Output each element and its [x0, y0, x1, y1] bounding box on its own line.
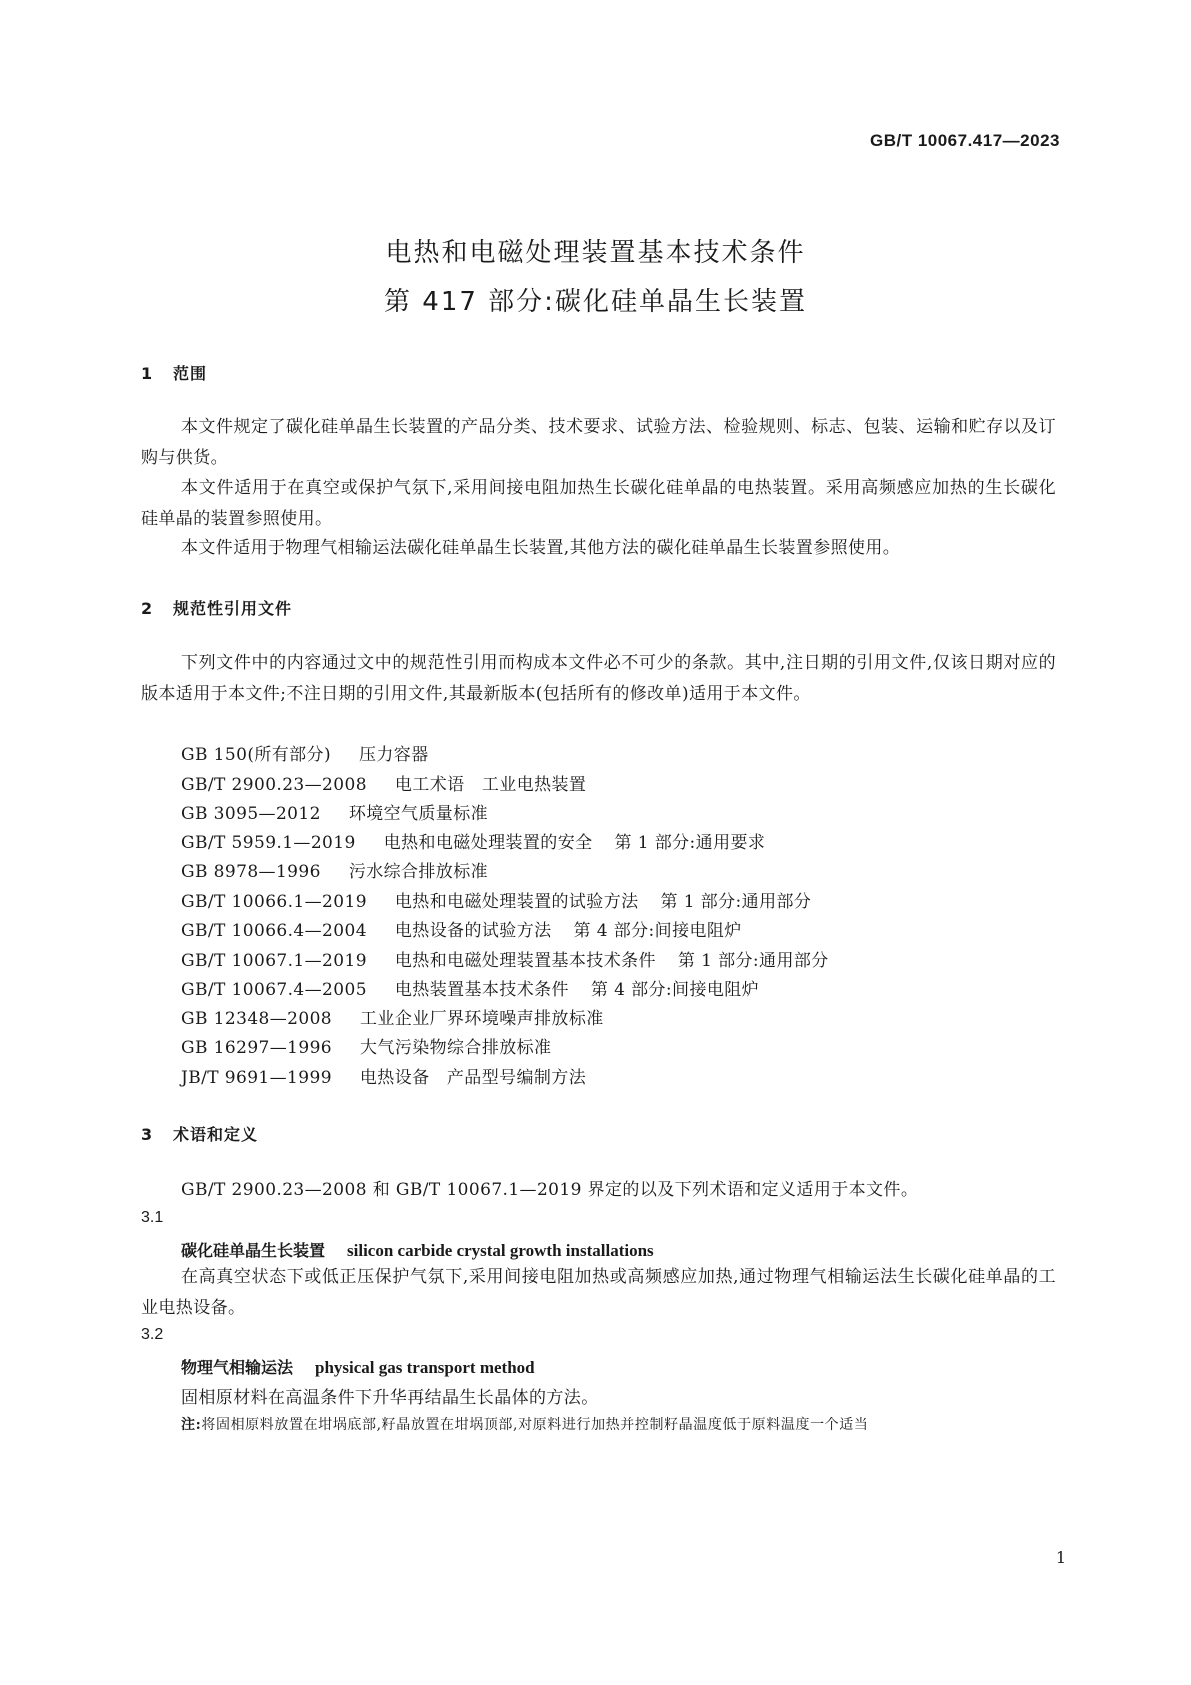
note-label: 注:: [181, 1417, 202, 1433]
section-title: 规范性引用文件: [173, 599, 293, 618]
reference-item: [181, 1033, 551, 1058]
term-definition: 在高真空状态下或低正压保护气氛下,采用间接电阻加热或高频感应加热,通过物理气相输运法生长碳化硅单晶的工业电热设备。: [141, 1267, 1056, 1318]
term-heading: [181, 1355, 535, 1378]
term-zh: 物理气相输运法: [181, 1358, 294, 1377]
section-1-paragraph-3: 本文件适用于物理气相输运法碳化硅单晶生长装置,其他方法的碳化硅单晶生长装置参照使用。: [181, 538, 901, 558]
reference-part: 第 4 部分:间接电阻炉: [573, 921, 742, 941]
section-1-heading: [141, 361, 207, 384]
section-number: 1: [141, 364, 154, 383]
reference-item: [181, 770, 586, 795]
reference-part: 第 1 部分:通用要求: [614, 833, 766, 853]
term-number: 3.1: [141, 1209, 164, 1226]
section-number: 2: [141, 599, 154, 618]
term-zh: 碳化硅单晶生长装置: [181, 1241, 326, 1260]
reference-item: [181, 975, 759, 1000]
reference-code: GB/T 10067.4—2005: [181, 980, 367, 1000]
section-1-paragraph-1: 本文件规定了碳化硅单晶生长装置的产品分类、技术要求、试验方法、检验规则、标志、包装、运输和贮存以及订购与供货。: [141, 417, 1056, 468]
reference-title: 污水综合排放标准: [348, 862, 489, 882]
reference-title: 电热和电磁处理装置的安全: [383, 833, 593, 853]
reference-code: GB 16297—1996: [181, 1038, 333, 1058]
term-note: [181, 1414, 868, 1434]
reference-code: GB 12348—2008: [181, 1009, 333, 1029]
reference-item: [181, 857, 488, 882]
reference-item: [181, 828, 765, 853]
section-number: 3: [141, 1125, 154, 1144]
reference-title: 压力容器: [359, 745, 429, 765]
reference-item: [181, 799, 488, 824]
document-title-line-2: 第 417 部分:碳化硅单晶生长装置: [384, 287, 807, 317]
reference-item: [181, 1063, 586, 1088]
reference-title: 电热设备 产品型号编制方法: [359, 1068, 587, 1088]
reference-item: [181, 740, 429, 765]
term-definition: 固相原材料在高温条件下升华再结晶生长晶体的方法。: [181, 1388, 599, 1408]
note-text: 将固相原料放置在坩埚底部,籽晶放置在坩埚顶部,对原料进行加热并控制籽晶温度低于原料温度一个适当: [201, 1417, 869, 1433]
section-title: 范围: [173, 364, 208, 383]
reference-item: [181, 946, 829, 971]
reference-title: 工业企业厂界环境噪声排放标准: [360, 1009, 604, 1029]
section-3-intro: GB/T 2900.23—2008 和 GB/T 10067.1—2019 界定的以及下列术语和定义适用于本文件。: [181, 1180, 919, 1200]
reference-code: JB/T 9691—1999: [181, 1068, 332, 1088]
standard-code: GB/T 10067.417—2023: [869, 131, 1060, 150]
document-title-line-1: 电热和电磁处理装置基本技术条件: [385, 238, 806, 268]
reference-part: 第 4 部分:间接电阻炉: [590, 980, 760, 1000]
section-1-paragraph-2: 本文件适用于在真空或保护气氛下,采用间接电阻加热生长碳化硅单晶的电热装置。采用高频感应加热的生长碳化硅单晶的装置参照使用。: [141, 478, 1056, 529]
reference-title: 电工术语 工业电热装置: [394, 775, 587, 795]
reference-title: 电热和电磁处理装置的试验方法: [394, 892, 639, 912]
reference-code: GB/T 10066.1—2019: [181, 892, 367, 912]
reference-code: GB/T 5959.1—2019: [181, 833, 356, 853]
reference-code: GB/T 10066.4—2004: [181, 921, 367, 941]
reference-title: 电热和电磁处理装置基本技术条件: [394, 951, 656, 971]
section-2-intro: 下列文件中的内容通过文中的规范性引用而构成本文件必不可少的条款。其中,注日期的引用文件,仅该日期对应的版本适用于本文件;不注日期的引用文件,其最新版本(包括所有的修改单)适用于本文件。: [141, 653, 1056, 704]
section-2-heading: [141, 596, 292, 619]
term-heading: [181, 1238, 654, 1261]
reference-item: [181, 887, 811, 912]
term-en: silicon carbide crystal growth installations: [347, 1241, 654, 1260]
reference-code: GB 150(所有部分): [181, 745, 331, 765]
term-en: physical gas transport method: [315, 1358, 535, 1377]
section-title: 术语和定义: [173, 1125, 259, 1144]
reference-code: GB/T 2900.23—2008: [181, 775, 367, 795]
reference-title: 大气污染物综合排放标准: [360, 1038, 552, 1058]
reference-title: 电热装置基本技术条件: [394, 980, 569, 1000]
reference-code: GB/T 10067.1—2019: [181, 951, 367, 971]
section-3-heading: [141, 1122, 258, 1145]
reference-code: GB 8978—1996: [181, 862, 321, 882]
reference-part: 第 1 部分:通用部分: [677, 951, 829, 971]
reference-title: 电热设备的试验方法: [394, 921, 552, 941]
reference-part: 第 1 部分:通用部分: [660, 892, 812, 912]
reference-title: 环境空气质量标准: [348, 804, 489, 824]
term-number: 3.2: [141, 1326, 164, 1343]
reference-item: [181, 1004, 604, 1029]
page-number: 1: [1055, 1548, 1066, 1567]
reference-item: [181, 916, 742, 941]
reference-code: GB 3095—2012: [181, 804, 321, 824]
